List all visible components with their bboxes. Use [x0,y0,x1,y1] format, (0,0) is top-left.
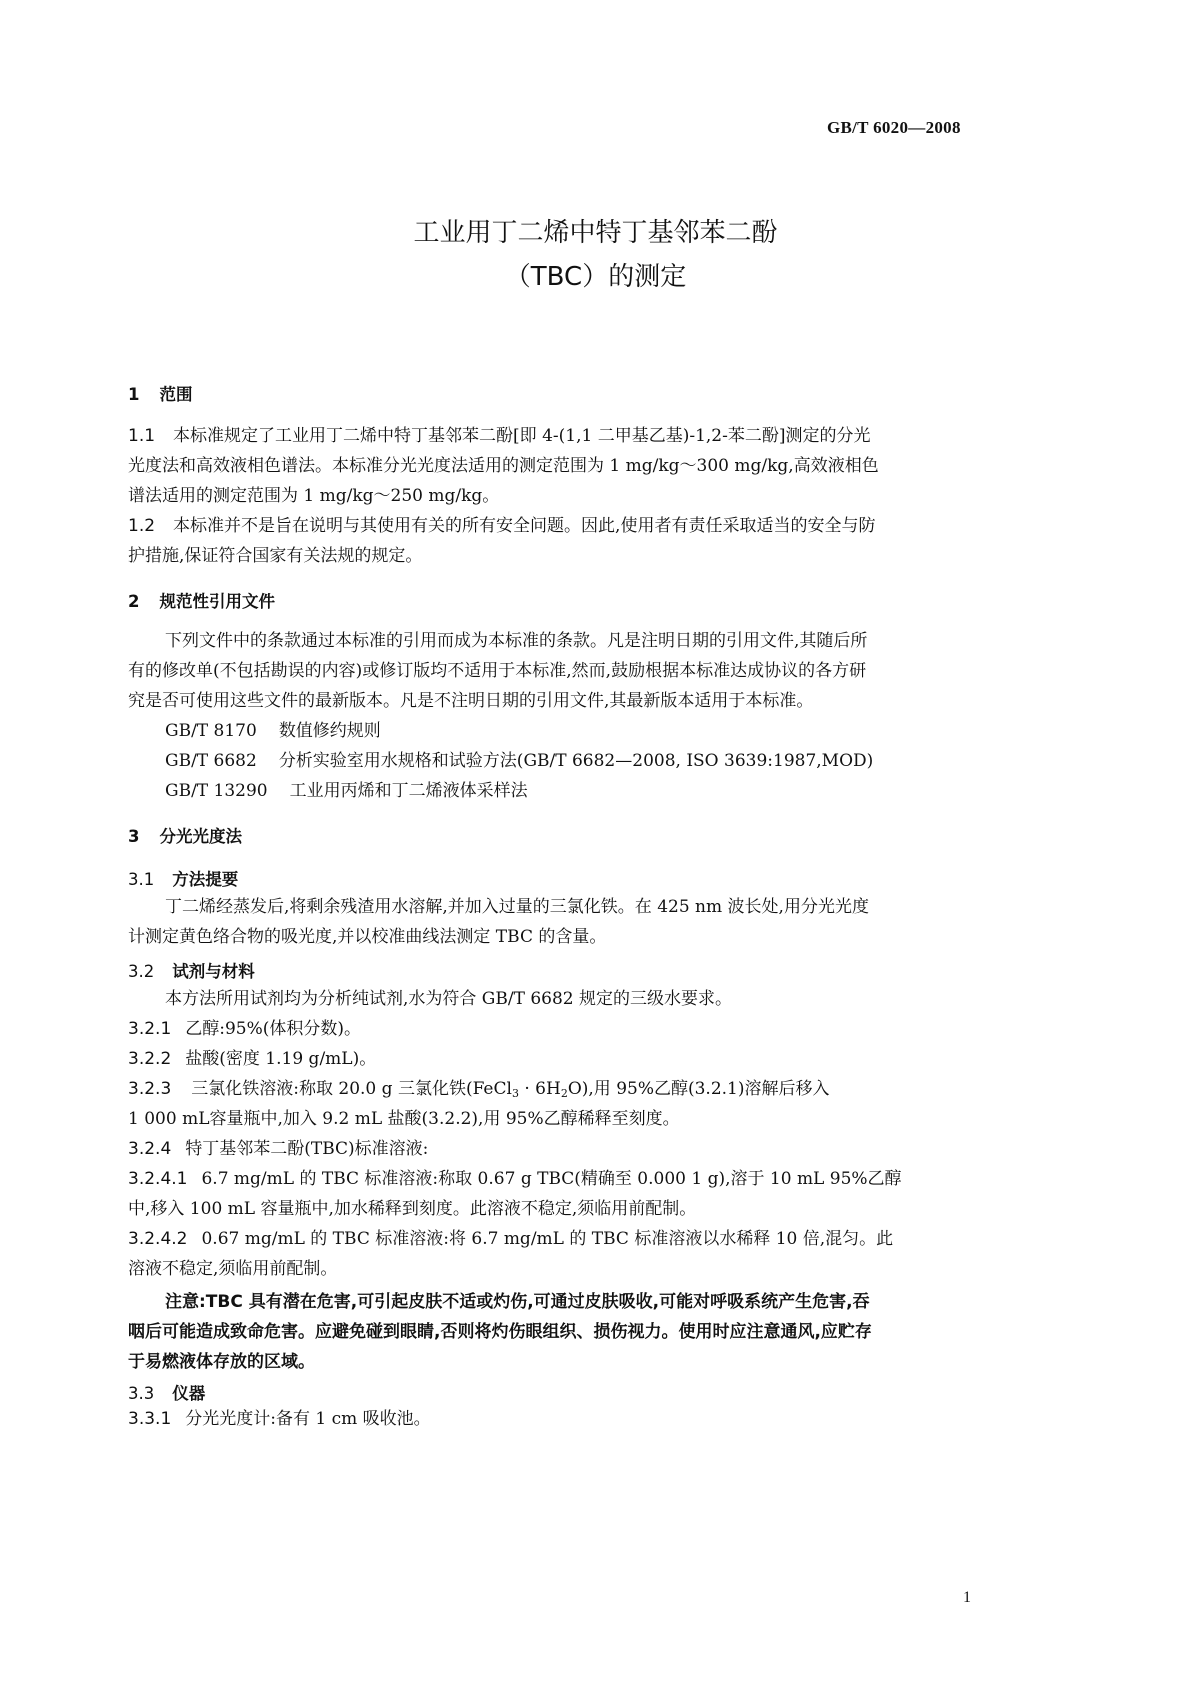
page-number: 1 [963,1589,971,1606]
clause-number: 3.2.4.2 [128,1229,188,1249]
safety-note-line1: 注意:TBC 具有潜在危害,可引起皮肤不适或灼伤,可通过皮肤吸收,可能对呼吸系统产生危害,吞 [165,1292,870,1312]
clause-number: 1.1 [128,426,156,446]
sec3-2-text: 本方法所用试剂均为分析纯试剂,水为符合 GB/T 6682 规定的三级水要求。 [165,989,733,1009]
clause-number: 3.1 [128,870,155,889]
reference-item [165,718,381,745]
para-1-1-line1 [128,423,871,450]
sec2-line1: 下列文件中的条款通过本标准的引用而成为本标准的条款。凡是注明日期的引用文件,其随后所 [165,631,868,651]
section-1-heading [128,381,192,405]
safety-note-line3: 于易燃液体存放的区域。 [128,1352,315,1372]
clause-number: 3.2.4.1 [128,1169,188,1189]
reference-title: 工业用丙烯和丁二烯液体采样法 [289,781,528,801]
clause-number: 3.3.1 [128,1409,172,1429]
text: O),用 95%乙醇(3.2.1)溶解后移入 [567,1079,830,1099]
clause-3-2-1 [128,1016,361,1043]
clause-3-2-3-line1 [128,1076,830,1103]
section-title: 范围 [159,385,193,404]
text: 乙醇:95%(体积分数)。 [185,1019,362,1039]
clause-number: 3.2.1 [128,1019,172,1039]
reference-code: GB/T 6682 [165,751,257,771]
clause-3-2-4-1-line2: 中,移入 100 mL 容量瓶中,加水稀释到刻度。此溶液不稳定,须临用前配制。 [128,1199,697,1219]
reference-item [165,778,528,805]
sec2-line2: 有的修改单(不包括勘误的内容)或修订版均不适用于本标准,然而,鼓励根据本标准达成协议的各方研 [128,661,867,681]
document-title-line2: （TBC）的测定 [504,262,687,292]
clause-number: 1.2 [128,516,156,536]
subsection-title: 试剂与材料 [172,962,255,981]
text: 盐酸(密度 1.19 g/mL)。 [185,1049,377,1069]
standard-code: GB/T 6020—2008 [827,118,961,137]
clause-number: 3.2.3 [128,1079,172,1099]
clause-3-2-2 [128,1046,376,1073]
clause-3-2-3-line2: 1 000 mL容量瓶中,加入 9.2 mL 盐酸(3.2.2),用 95%乙醇稀释至刻度。 [128,1109,680,1129]
clause-3-2-4-1-line1 [128,1166,902,1193]
text: 三氯化铁溶液:称取 20.0 g 三氯化铁(FeCl [191,1079,512,1099]
subsection-3-2-heading [128,958,255,982]
clause-number: 3.3 [128,1384,155,1403]
text: 特丁基邻苯二酚(TBC)标准溶液: [185,1139,429,1159]
section-number: 1 [128,385,140,404]
clause-number: 3.2.2 [128,1049,172,1069]
clause-3-2-4-2-line2: 溶液不稳定,须临用前配制。 [128,1259,338,1279]
clause-3-2-4 [128,1136,428,1163]
section-2-heading [128,588,275,612]
subsection-3-1-heading [128,866,238,890]
sec3-1-line1: 丁二烯经蒸发后,将剩余残渣用水溶解,并加入过量的三氯化铁。在 425 nm 波长处,用分光光度 [165,897,869,917]
text: 6.7 mg/mL 的 TBC 标准溶液:称取 0.67 g TBC(精确至 0.000 1 g),溶于 10 mL 95%乙醇 [201,1169,902,1189]
section-number: 2 [128,592,140,611]
text: 0.67 mg/mL 的 TBC 标准溶液:将 6.7 mg/mL 的 TBC 标准溶液以水稀释 10 倍,混匀。此 [201,1229,894,1249]
section-number: 3 [128,827,140,846]
subsection-3-3-heading [128,1380,205,1404]
clause-number: 3.2 [128,962,155,981]
para-1-2-line1 [128,513,875,540]
text: 本标准并不是旨在说明与其使用有关的所有安全问题。因此,使用者有责任采取适当的安全与防 [173,516,876,536]
text: 分光光度计:备有 1 cm 吸收池。 [185,1409,431,1429]
subsection-title: 方法提要 [172,870,239,889]
safety-note-line2: 咽后可能造成致命危害。应避免碰到眼睛,否则将灼伤眼组织、损伤视力。使用时应注意通风,应贮存 [128,1322,872,1342]
subscript: 3 [511,1087,519,1100]
section-3-heading [128,823,242,847]
reference-code: GB/T 8170 [165,721,257,741]
para-1-1-line2: 光度法和高效液相色谱法。本标准分光光度法适用的测定范围为 1 mg/kg～300 mg/kg,高效液相色 [128,456,879,476]
reference-item [165,748,873,775]
subscript: 2 [560,1087,568,1100]
document-title-line1: 工业用丁二烯中特丁基邻苯二酚 [413,218,778,248]
section-title: 规范性引用文件 [159,592,275,611]
text: · 6H [518,1079,561,1099]
clause-number: 3.2.4 [128,1139,172,1159]
text: 本标准规定了工业用丁二烯中特丁基邻苯二酚[即 4-(1,1 二甲基乙基)-1,2-苯二酚]测定的分光 [173,426,871,446]
clause-3-3-1 [128,1406,431,1433]
sec3-1-line2: 计测定黄色络合物的吸光度,并以校准曲线法测定 TBC 的含量。 [128,927,607,947]
para-1-1-line3: 谱法适用的测定范围为 1 mg/kg～250 mg/kg。 [128,486,500,506]
para-1-2-line2: 护措施,保证符合国家有关法规的规定。 [128,546,423,566]
sec2-line3: 究是否可使用这些文件的最新版本。凡是不注明日期的引用文件,其最新版本适用于本标准。 [128,691,814,711]
reference-title: 数值修约规则 [278,721,381,741]
reference-code: GB/T 13290 [165,781,268,801]
section-title: 分光光度法 [159,827,242,846]
clause-3-2-4-2-line1 [128,1226,893,1253]
reference-title: 分析实验室用水规格和试验方法(GB/T 6682—2008, ISO 3639:1987,MOD) [278,751,874,771]
subsection-title: 仪器 [172,1384,206,1403]
